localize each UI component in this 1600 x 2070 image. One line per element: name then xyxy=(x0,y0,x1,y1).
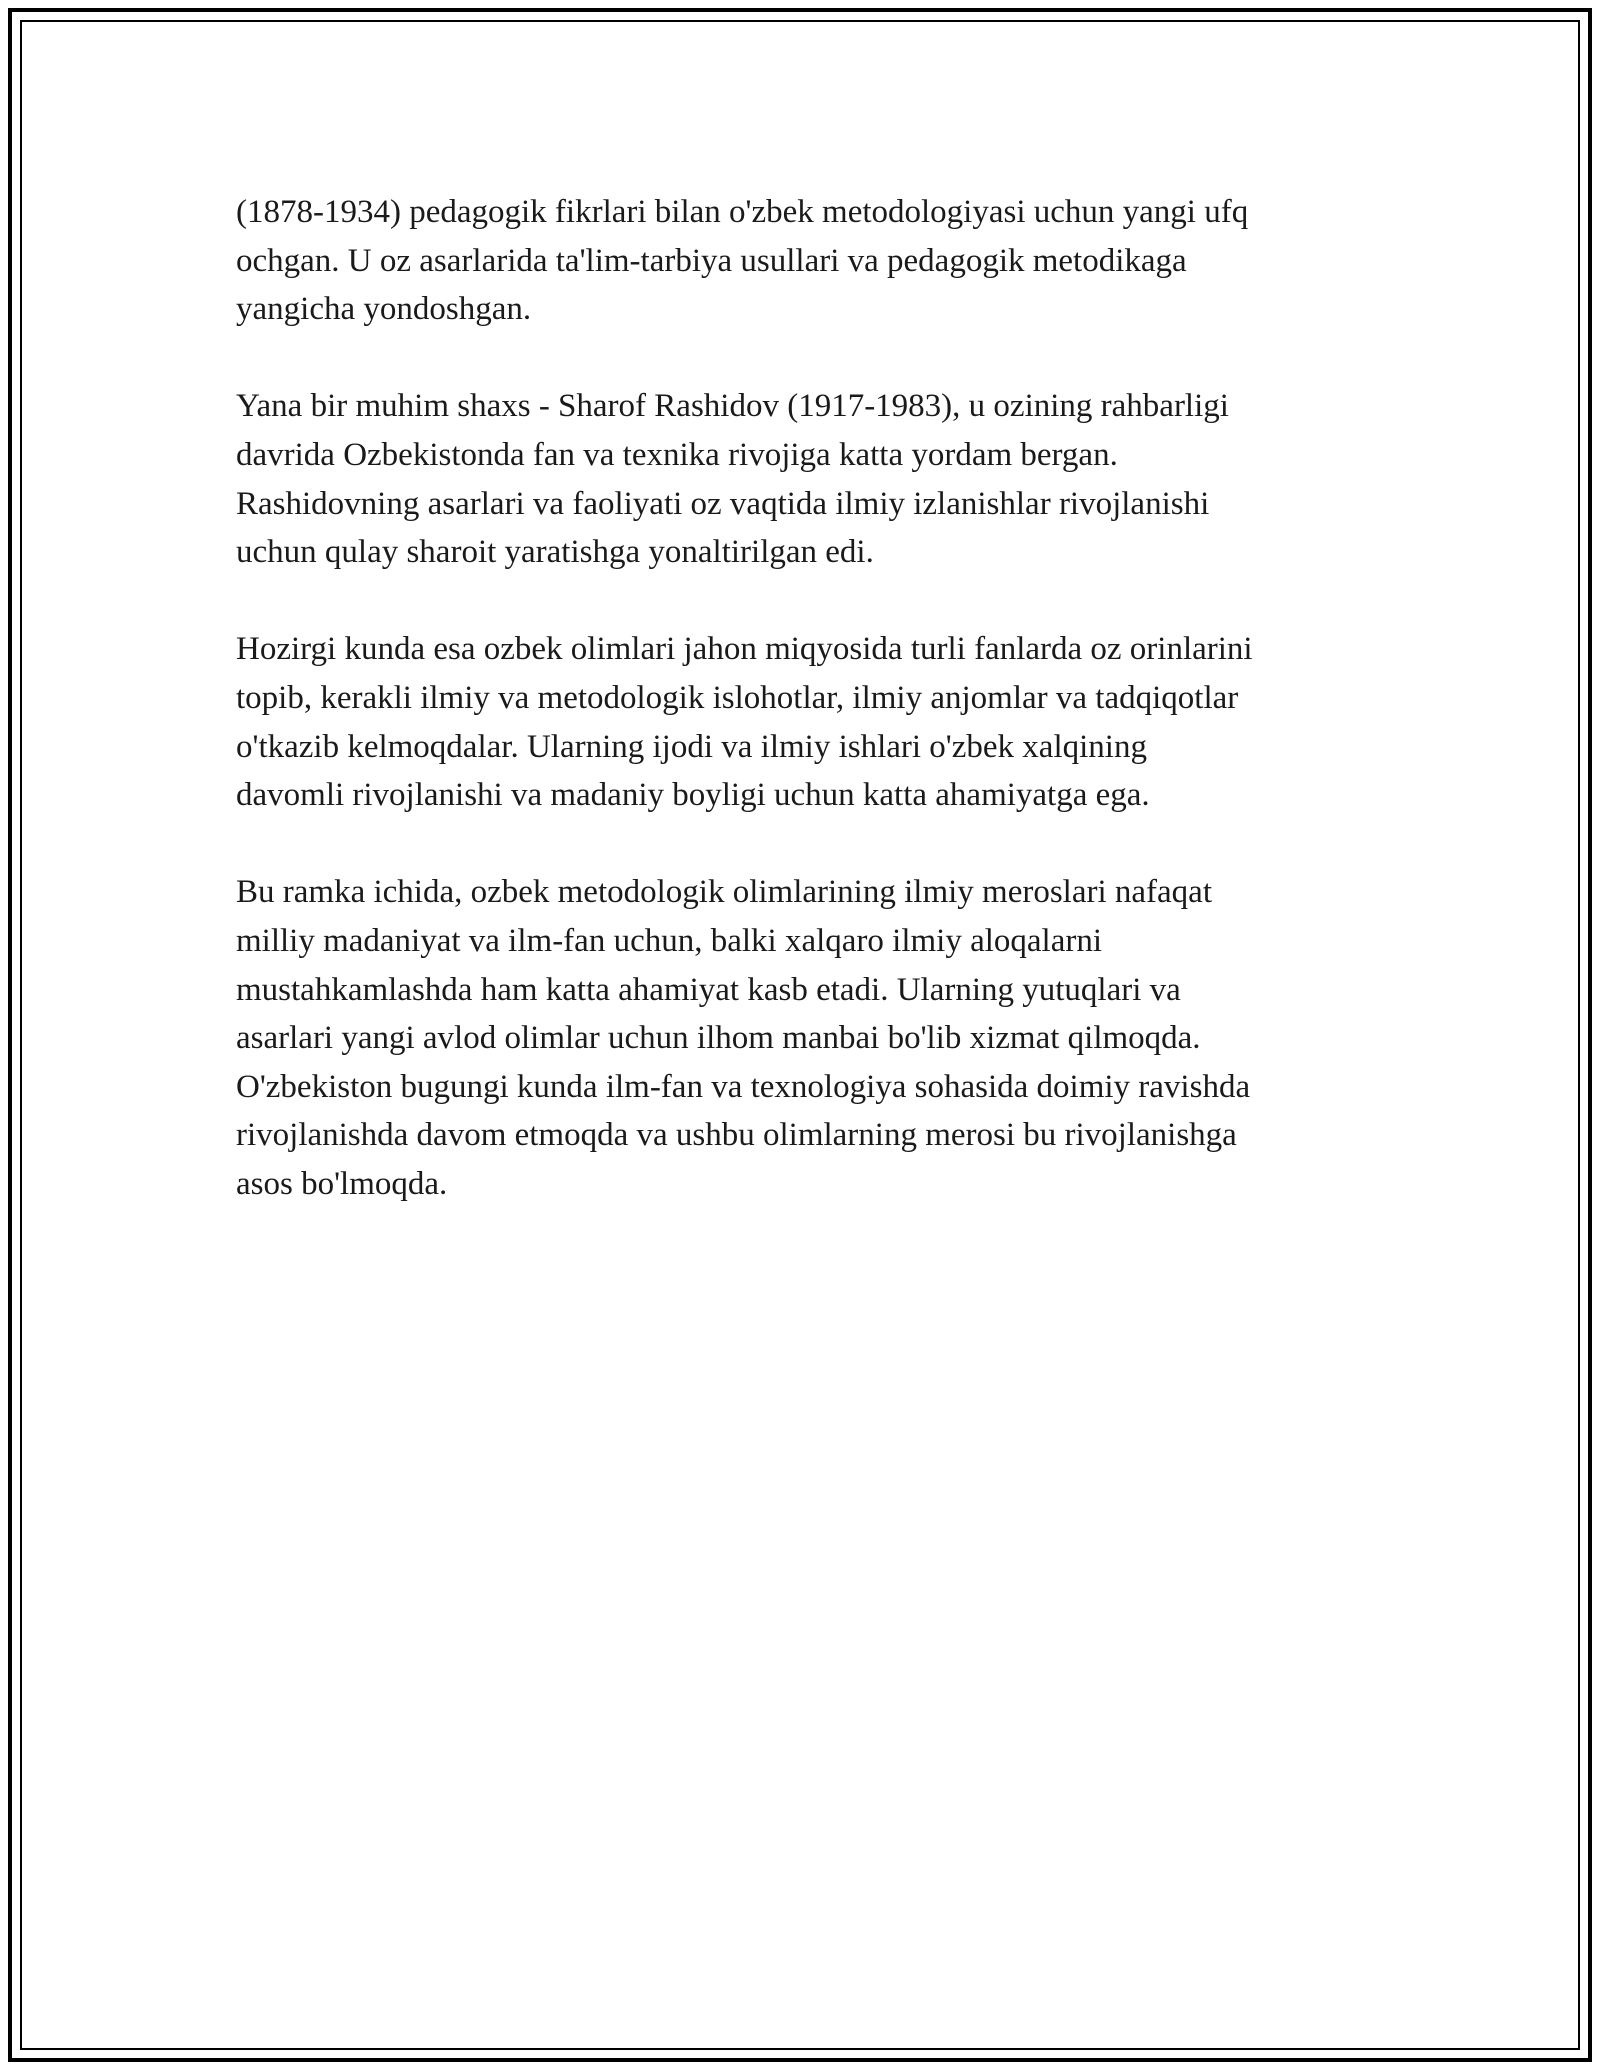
paragraph-1: (1878-1934) pedagogik fikrlari bilan o'zbek metodologiyasi uchun yangi ufq ochgan. U oz asarlarida ta'lim-tarbiya usullari va pedagogik metodikaga yangicha yondoshgan. xyxy=(236,194,1249,328)
document-body xyxy=(236,188,1386,1257)
paragraph-2: Yana bir muhim shaxs - Sharof Rashidov (1917-1983), u ozining rahbarligi davrida Ozbekistonda fan va texnika rivojiga katta yordam bergan. Rashidovning asarlari va faoliyati oz vaqtida ilmiy izlanishlar rivojlanishi uchun qulay sharoit yaratishga yonaltirilgan edi. xyxy=(236,388,1229,571)
paragraph-4: Bu ramka ichida, ozbek metodologik olimlarining ilmiy meroslari nafaqat milliy madaniyat va ilm-fan uchun, balki xalqaro ilmiy aloqalarni mustahkamlashda ham katta ahamiyat kasb etadi. Ularning yutuqlari va asarlari yangi avlod olimlar uchun ilhom manbai bo'lib xizmat qilmoqda. O'zbekiston bugungi kunda ilm-fan va texnologiya sohasida doimiy ravishda rivojlanishda davom etmoqda va ushbu olimlarning merosi bu rivojlanishga asos bo'lmoqda. xyxy=(236,874,1251,1202)
paragraph-3: Hozirgi kunda esa ozbek olimlari jahon miqyosida turli fanlarda oz orinlarini topib, kerakli ilmiy va metodologik islohotlar, ilmiy anjomlar va tadqiqotlar o'tkazib kelmoqdalar. Ularning ijodi va ilmiy ishlari o'zbek xalqining davomli rivojlanishi va madaniy boyligi uchun katta ahamiyatga ega. xyxy=(236,631,1253,814)
